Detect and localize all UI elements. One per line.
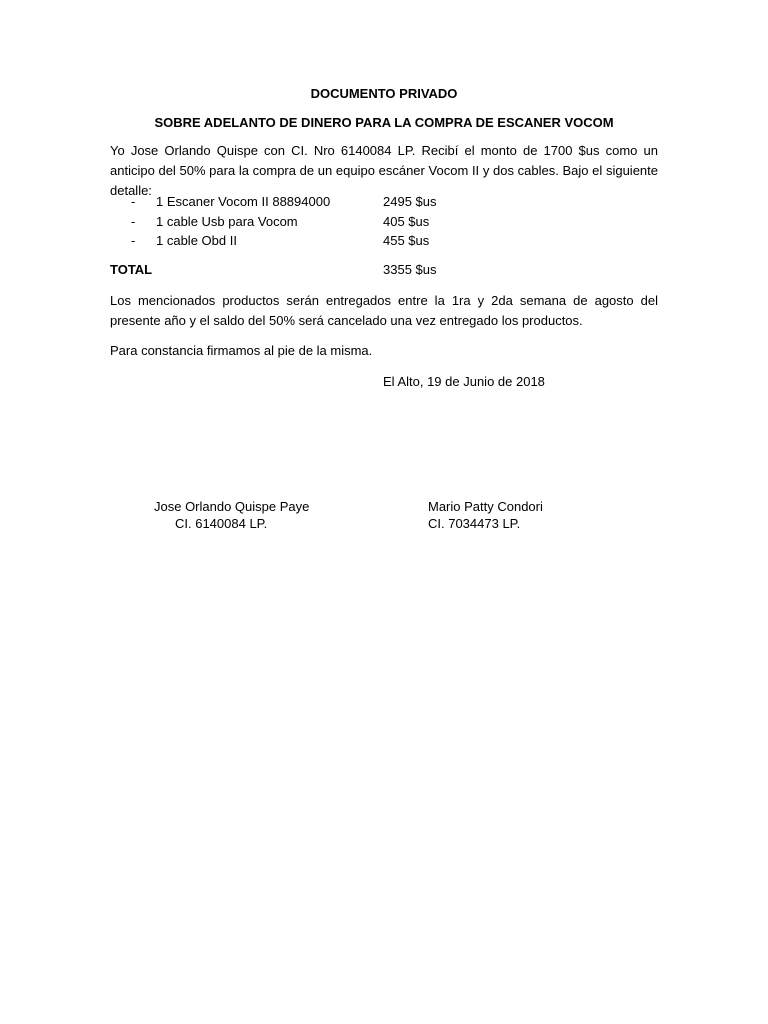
signature-block-1 [154, 498, 309, 532]
closing-paragraph: Para constancia firmamos al pie de la misma. [110, 343, 373, 358]
item-dash: - [131, 213, 136, 229]
document-subtitle: SOBRE ADELANTO DE DINERO PARA LA COMPRA DE ESCANER VOCOM [154, 115, 614, 130]
item-description: 1 cable Usb para Vocom [156, 213, 298, 229]
item-amount: 455 $us [383, 233, 430, 248]
signer-id: CI. 6140084 LP. [175, 516, 268, 531]
list-item [110, 231, 658, 251]
item-amount: 405 $us [383, 213, 430, 229]
signer-name: Jose Orlando Quispe Paye [154, 499, 310, 514]
item-dash: - [131, 233, 136, 248]
item-description: 1 cable Obd II [156, 233, 237, 248]
signature-block-2 [428, 498, 543, 532]
total-label: TOTAL [110, 262, 153, 277]
signer-name: Mario Patty Condori [428, 499, 543, 514]
intro-paragraph: Yo Jose Orlando Quispe con CI. Nro 6140084 LP. Recibí el monto de 1700 $us como un anticipo del 50% para la compra de un equipo escáner Vocom II y dos cables. Bajo el siguiente detalle: [110, 143, 658, 198]
list-item [110, 212, 658, 232]
item-description: 1 Escaner Vocom II 88894000 [156, 194, 331, 209]
delivery-paragraph: Los mencionados productos serán entregados entre la 1ra y 2da semana de agosto del presente año y el saldo del 50% será cancelado una vez entregado los productos. [110, 293, 658, 328]
total-amount: 3355 $us [383, 262, 437, 277]
document-title: DOCUMENTO PRIVADO [310, 86, 458, 101]
item-amount: 2495 $us [383, 194, 437, 209]
list-item [110, 192, 658, 212]
signer-id: CI. 7034473 LP. [428, 516, 521, 531]
item-dash: - [131, 194, 136, 209]
total-row [110, 260, 658, 280]
items-list [110, 192, 658, 251]
place-date: El Alto, 19 de Junio de 2018 [383, 374, 545, 389]
